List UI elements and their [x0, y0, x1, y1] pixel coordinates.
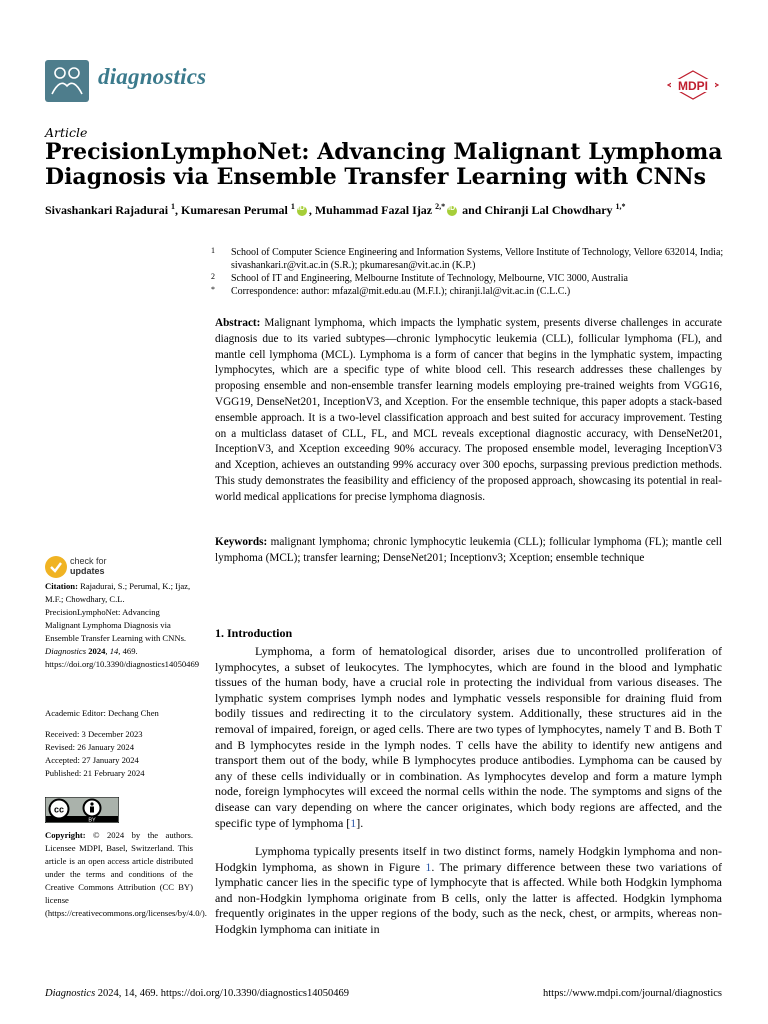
affiliation-mark: * [211, 285, 215, 294]
affiliation-mark: 1 [211, 246, 215, 255]
check-updates-icon[interactable] [45, 556, 67, 578]
affiliation-text: School of IT and Engineering, Melbourne Institute of Technology, Melbourne, VIC 3000, Australia [231, 273, 628, 284]
article-type: Article [45, 125, 88, 140]
section-heading: 1. Introduction [215, 626, 293, 640]
abstract-text: Malignant lymphoma, which impacts the lymphatic system, presents diverse challenges in accurate diagnosis due to its varied subtypes—chronic lymphocytic leukemia (CLL), follicular lymphoma (FL), and mantle cell lymphoma (MCL). Lymphoma is a form of cancer that begins in the lymphatic system, impacting lymphocytes, which are a specific type of white blood cell. This research addresses these challenges by proposing ensemble and non-ensemble transfer learning models employing pre-trained weights from VGG16, VGG19, DenseNet201, InceptionV3, and Xception. For the ensemble technique, this paper adopts a stack-based ensemble approach. It is a two-level classification approach and best suited for accuracy improvement. Testing on a multiclass dataset of CLL, FL, and MCL reveals exceptional diagnostic accuracy, with DenseNet201, InceptionV3, and Xception exceeding 90% accuracy. The proposed ensemble model, leveraging InceptionV3 and Xception, achieves an outstanding 99% accuracy over 300 epochs, surpassing previous prediction methods. This study demonstrates the feasibility and efficiency of the proposed approach, showcasing its potential in real-world medical applications for precise lymphoma diagnosis. [215, 317, 722, 503]
cc-label: BY [88, 817, 96, 823]
journal-logo-icon [45, 60, 89, 102]
citation-text: Rajadurai, S.; Perumal, K.; Ijaz, M.F.; Chowdhary, C.L. PrecisionLymphoNet: Advancing Malignant Lymphoma Diagnosis via Ensemble Transfer Learning with CNNs. [45, 581, 191, 643]
affiliation-mark: 2 [211, 272, 215, 281]
citation-label: Citation: [45, 581, 78, 591]
footer-doi[interactable]: 2024, 14, 469. https://doi.org/10.3390/diagnostics14050469 [95, 988, 350, 999]
copyright-text: © 2024 by the authors. Licensee MDPI, Basel, Switzerland. This article is an open access article distributed under the terms and conditions of the Creative Commons Attribution (CC BY) license (https://creativecommons.org/licenses/by/4.0/). [45, 830, 207, 918]
abstract-label: Abstract: [215, 317, 261, 329]
orcid-icon[interactable] [447, 206, 457, 216]
figure-link[interactable]: 1 [425, 859, 432, 874]
dates-block [45, 728, 193, 780]
paragraph-text: Lymphoma typically presents itself in two distinct forms, namely Hodgkin lymphoma and non-Hodgkin lymphoma, as shown in Figure [215, 844, 722, 874]
citation-volume: 14 [109, 646, 119, 656]
paper-title: PrecisionLymphoNet: Advancing Malignant Lymphoma Diagnosis via Ensemble Transfer Learning with CNNs [45, 139, 723, 190]
author-affiliation-mark: 1,* [615, 202, 626, 211]
author-list: Sivashankari Rajadurai $^1$, Kumaresan Perumal $^1$iD , Muhammad Fazal Ijaz $^{2,*}$iD and Chiranji Lal Chowdhary $^{1,*}$ [45, 202, 745, 218]
copyright-block [45, 829, 207, 920]
author-name: Muhammad Fazal Ijaz [314, 203, 433, 217]
paragraph-text: . The primary difference between these two variations of lymphatic cancer lies in the specific type of lymphocyte that is affected. While both Hodgkin lymphoma and non-Hodgkin lymphoma originate from B cells, only the latter is affected. Hodgkin lymphoma frequently originates in the upper regions of the body, such as the neck, chest, or armpits, whereas non-Hodgkin lymphoma can initiate in [215, 859, 722, 936]
citation-doi[interactable]: , 469. https://doi.org/10.3390/diagnostics14050469 [45, 646, 200, 669]
orcid-icon[interactable] [297, 206, 307, 216]
citation-block: Citation: Rajadurai, S.; Perumal, K.; Ijaz, M.F.; Chowdhary, C.L. PrecisionLymphoNet: Advancing Malignant Lymphoma Diagnosis via Ensemble Transfer Learning with CNNs. Diagnostics 2024, 14, 469. https://doi.org/10.3390/diagnostics14050469 [45, 581, 200, 669]
cc-by-license-icon[interactable] [45, 797, 119, 823]
footer-journal-url[interactable]: https://www.mdpi.com/journal/diagnostics [543, 988, 722, 999]
date-published: Published: 21 February 2024 [45, 768, 145, 778]
keywords-label: Keywords: [215, 536, 268, 548]
keywords-text: malignant lymphoma; chronic lymphocytic leukemia (CLL); follicular lymphoma (FL); mantle cell lymphoma (MCL); transfer learning; DenseNet201; Inceptionv3; Xception; ensemble technique [215, 536, 722, 564]
date-received: Received: 3 December 2023 [45, 729, 143, 739]
affiliation-text: Correspondence: author: mfazal@mit.edu.au (M.F.I.); chiranji.lal@vit.ac.in (C.L.C.) [231, 286, 571, 297]
date-revised: Revised: 26 January 2024 [45, 742, 135, 752]
affiliation-2 [211, 272, 725, 285]
author-affiliation-mark: 2,* [435, 202, 446, 211]
affiliation-text: School of Computer Science Engineering and Information Systems, Vellore Institute of Technology, Vellore 632014, India; sivashankari.r@vit.ac.in (S.R.); pkumaresan@vit.ac.in (K.P.) [231, 247, 724, 271]
author-name: Kumaresan Perumal [181, 203, 288, 217]
citation-link[interactable]: 1 [350, 815, 357, 830]
paragraph-text: ]. [356, 815, 364, 830]
copyright-label: Copyright: [45, 830, 86, 840]
author-name: Chiranji Lal Chowdhary [484, 203, 613, 217]
footer-journal: Diagnostics [45, 988, 96, 999]
journal-name: diagnostics [98, 64, 207, 89]
check-updates-button[interactable] [70, 556, 107, 576]
check-updates-line2: updates [70, 566, 105, 576]
author-affiliation-mark: 1 [171, 202, 176, 211]
footer-citation [45, 988, 349, 999]
intro-paragraph-2 [215, 844, 722, 938]
academic-editor: Academic Editor: Dechang Chen [45, 708, 159, 718]
mdpi-logo-text: MDPI [678, 79, 708, 93]
affiliation-1 [211, 246, 725, 272]
author-affiliation-mark: 1 [290, 202, 295, 211]
citation-journal: Diagnostics [45, 646, 87, 656]
abstract [215, 316, 722, 506]
svg-text:cc: cc [53, 804, 65, 815]
keywords [215, 535, 722, 567]
check-updates-line1: check for [70, 556, 107, 566]
paragraph-text: Lymphoma, a form of hematological disorder, arises due to uncontrolled proliferation of lymphocytes, a subset of leukocytes. The lymphocytes, which are found in the blood and lymphatic tissues of the human body, have a crucial role in protecting the individual from various diseases. The lymphatic system comprises lymph nodes and lymphatic vessels responsible for draining fluid from bodily tissues and redirecting it to the circulatory system. Additionally, these structures aid in the removal of impaired, foreign, or aged cells. There are two types of lymphocytes, namely T and B. Both T and B lymphocytes reside in the lymph nodes. T cells have the ability to identify new antigens and transport them out of the body, while B lymphocytes produce antibodies. Lymphoma can be caused by any of these cells individually or in combination. As lymphocytes develop and form a mature lymph node, foreign lymphocytes will exceed the normal cells within the node. The symptoms and signs of the disease can vary depending on where the cancer originates, which body regions are affected, and the specific type of lymphoma [ [215, 644, 722, 830]
citation-year: 2024 [88, 646, 106, 656]
author-name: Sivashankari Rajadurai [45, 203, 169, 217]
intro-paragraph-1 [215, 644, 722, 831]
mdpi-logo [667, 70, 719, 100]
date-accepted: Accepted: 27 January 2024 [45, 755, 139, 765]
correspondence [211, 285, 725, 298]
